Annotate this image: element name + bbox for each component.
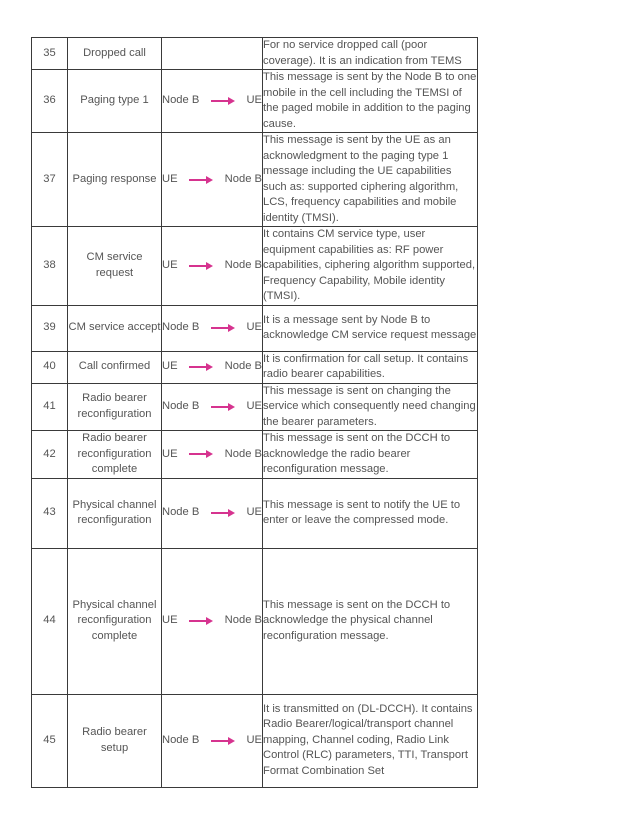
direction-cell <box>162 431 263 479</box>
table-row <box>32 70 478 133</box>
direction-cell <box>162 478 263 548</box>
table-row <box>32 478 478 548</box>
direction-from: UE <box>162 172 178 185</box>
message-number: 44 <box>32 548 68 694</box>
direction-to: Node B <box>224 360 262 373</box>
right-arrow-icon <box>189 176 213 184</box>
message-number: 37 <box>32 133 68 227</box>
table-row <box>32 383 478 431</box>
direction-from: Node B <box>162 506 200 519</box>
direction-cell <box>162 133 263 227</box>
message-number: 42 <box>32 431 68 479</box>
message-name: Physical channel reconfiguration complete <box>68 548 162 694</box>
direction-to: UE <box>246 733 262 746</box>
table-row <box>32 38 478 70</box>
message-name: Radio bearer reconfiguration <box>68 383 162 431</box>
direction-to: Node B <box>224 614 262 627</box>
message-description: This message is sent by the UE as an acknowledgment to the paging type 1 message including the UE capabilities such as: supported ciphering algorithm, LCS, frequency capabilities and mobile identity (TMSI). <box>263 133 478 227</box>
direction-to: UE <box>246 321 262 334</box>
message-description: For no service dropped call (poor coverage). It is an indication from TEMS <box>263 38 478 70</box>
right-arrow-icon <box>189 617 213 625</box>
direction-cell <box>162 70 263 133</box>
direction-from: Node B <box>162 321 200 334</box>
direction-cell <box>162 351 263 383</box>
direction-from: Node B <box>162 733 200 746</box>
message-number: 45 <box>32 694 68 787</box>
message-description: This message is sent to notify the UE to enter or leave the compressed mode. <box>263 478 478 548</box>
direction-to: UE <box>246 506 262 519</box>
message-description: It is a message sent by Node B to acknowledge CM service request message <box>263 305 478 351</box>
direction-from: UE <box>162 614 178 627</box>
direction-to: UE <box>246 94 262 107</box>
direction-from: Node B <box>162 400 200 412</box>
right-arrow-icon <box>211 97 235 105</box>
direction-cell <box>162 227 263 306</box>
table-row <box>32 431 478 479</box>
message-number: 40 <box>32 351 68 383</box>
message-description: This message is sent by the Node B to one mobile in the cell including the TEMSI of the paged mobile in addition to the paging cause. <box>263 70 478 133</box>
direction-cell <box>162 383 263 431</box>
table-row <box>32 305 478 351</box>
direction-from: UE <box>162 360 178 373</box>
table-row <box>32 548 478 694</box>
message-name: Radio bearer reconfiguration complete <box>68 431 162 479</box>
message-number: 41 <box>32 383 68 431</box>
direction-from: Node B <box>162 94 200 107</box>
message-name: CM service request <box>68 227 162 306</box>
message-table <box>31 37 478 788</box>
message-name: Call confirmed <box>68 351 162 383</box>
message-name: Dropped call <box>68 38 162 70</box>
message-number: 43 <box>32 478 68 548</box>
message-number: 35 <box>32 38 68 70</box>
right-arrow-icon <box>211 403 235 411</box>
table-row <box>32 133 478 227</box>
message-description: It contains CM service type, user equipment capabilities as: RF power capabilities, ciphering algorithm supported, Frequency Capability, Mobile identity (TMSI). <box>263 227 478 306</box>
direction-from: UE <box>162 447 178 460</box>
direction-to: Node B <box>224 447 262 460</box>
message-name: Paging type 1 <box>68 70 162 133</box>
table-row <box>32 694 478 787</box>
message-description: This message is sent on the DCCH to acknowledge the physical channel reconfiguration message. <box>263 548 478 694</box>
message-description: This message is sent on the DCCH to acknowledge the radio bearer reconfiguration message. <box>263 431 478 479</box>
message-description: This message is sent on changing the service which consequently need changing the bearer parameters. <box>263 383 478 431</box>
message-name: CM service accept <box>68 305 162 351</box>
message-name: Radio bearer setup <box>68 694 162 787</box>
message-number: 36 <box>32 70 68 133</box>
message-name: Physical channel reconfiguration <box>68 478 162 548</box>
message-number: 38 <box>32 227 68 306</box>
direction-cell <box>162 548 263 694</box>
right-arrow-icon <box>211 509 235 517</box>
table-row <box>32 351 478 383</box>
direction-cell <box>162 305 263 351</box>
table-row <box>32 227 478 306</box>
right-arrow-icon <box>189 262 213 270</box>
direction-to: Node B <box>224 259 262 271</box>
right-arrow-icon <box>189 450 213 458</box>
direction-from: UE <box>162 259 178 271</box>
direction-cell <box>162 694 263 787</box>
direction-to: Node B <box>224 172 262 185</box>
right-arrow-icon <box>189 363 213 371</box>
direction-to: UE <box>246 400 262 412</box>
right-arrow-icon <box>211 324 235 332</box>
direction-cell <box>162 38 263 70</box>
right-arrow-icon <box>211 737 235 745</box>
message-name: Paging response <box>68 133 162 227</box>
message-description: It is confirmation for call setup. It contains radio bearer capabilities. <box>263 351 478 383</box>
message-description: It is transmitted on (DL-DCCH). It contains Radio Bearer/logical/transport channel mapping, Channel coding, Radio Link Control (RLC) parameters, TTI, Transport Format Combination Set <box>263 694 478 787</box>
message-number: 39 <box>32 305 68 351</box>
